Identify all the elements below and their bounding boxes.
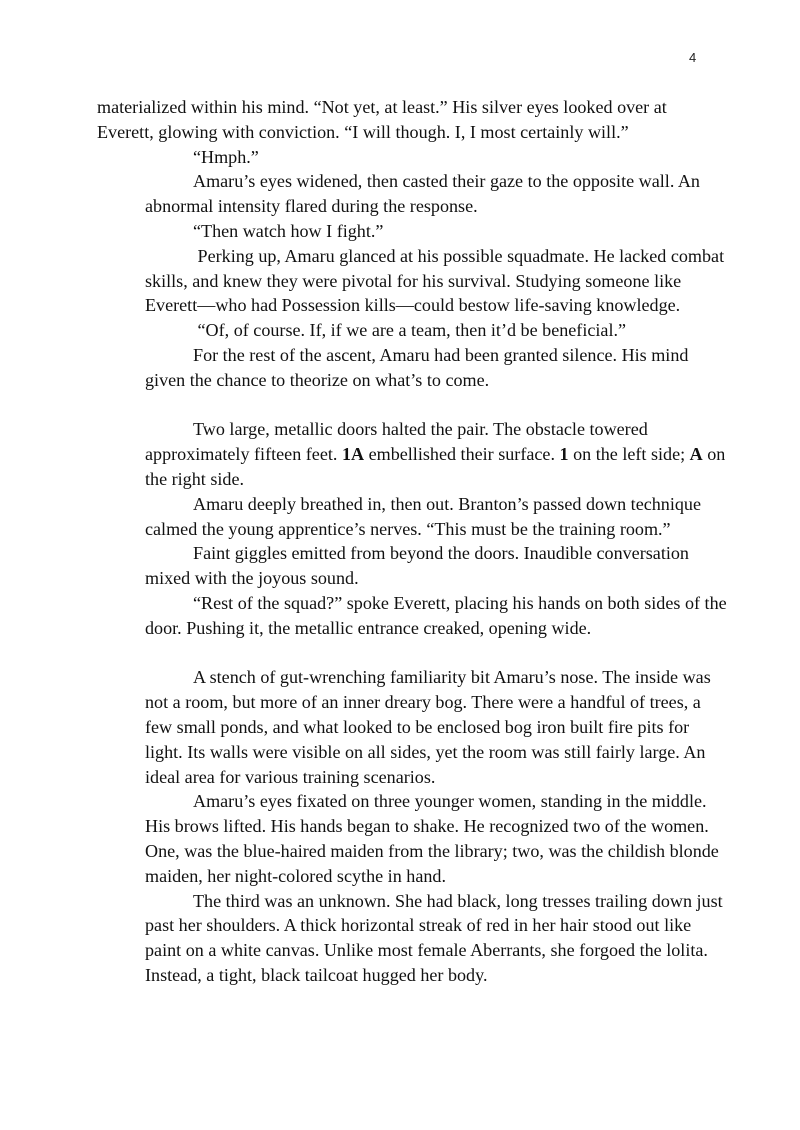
section-break [97,641,707,666]
text-line: calmed the young apprentice’s nerves. “This must be the training room.” [145,518,671,539]
text-line: approximately fifteen feet. 1A embellished their surface. 1 on the left side; A on [145,444,726,465]
paragraph [97,541,707,591]
text-line: Everett—who had Possession kills—could bestow life-saving knowledge. [145,295,681,316]
paragraph [97,219,707,244]
text-line: door. Pushing it, the metallic entrance creaked, opening wide. [145,617,592,638]
text-line: His brows lifted. His hands began to shake. He recognized two of the women. [145,816,709,837]
text-line: mixed with the joyous sound. [145,568,359,589]
text-line: the right side. [145,468,244,489]
text-line: skills, and knew they were pivotal for his survival. Studying someone like [145,270,682,291]
section-break [97,393,707,418]
paragraph [97,492,707,542]
text-line: given the chance to theorize on what’s to come. [145,369,490,390]
paragraph [97,145,707,170]
text-line: Amaru’s eyes fixated on three younger women, standing in the middle. [193,791,707,812]
text-line: Instead, a tight, black tailcoat hugged her body. [145,964,488,985]
text-line: “Of, of course. If, if we are a team, then it’d be beneficial.” [193,320,627,341]
text-line: One, was the blue-haired maiden from the library; two, was the childish blonde [145,840,719,861]
text-line: “Then watch how I fight.” [193,220,384,241]
text-line: Faint giggles emitted from beyond the doors. Inaudible conversation [193,543,689,564]
bold-label-A: A [689,444,703,465]
text-line: Amaru deeply breathed in, then out. Branton’s passed down technique [193,493,702,514]
body-text [97,95,727,988]
paragraph [97,591,727,641]
paragraph [97,343,707,393]
text-line: Two large, metallic doors halted the pair. The obstacle towered [193,419,648,440]
text-line: A stench of gut-wrenching familiarity bit Amaru’s nose. The inside was [193,667,711,688]
page-number: 4 [689,50,697,65]
text-line: materialized within his mind. “Not yet, at least.” His silver eyes looked over at [97,97,667,117]
text-line: abnormal intensity flared during the response. [145,196,478,217]
text-line: Everett, glowing with conviction. “I will though. I, I most certainly will.” [97,121,629,142]
paragraph [97,244,725,318]
bold-label-1A: 1A [341,444,365,465]
text-line: past her shoulders. A thick horizontal streak of red in her hair stood out like [145,915,692,936]
text-line: “Rest of the squad?” spoke Everett, placing his hands on both sides of the [193,592,727,613]
bold-label-1: 1 [559,444,569,465]
paragraph [97,417,726,491]
text-line: “Hmph.” [193,146,259,167]
text-line: paint on a white canvas. Unlike most female Aberrants, she forgoed the lolita. [145,940,708,961]
text-line: The third was an unknown. She had black, long tresses trailing down just [193,890,723,911]
text-line: maiden, her night-colored scythe in hand. [145,865,446,886]
paragraph [97,789,719,888]
text-line: few small ponds, and what looked to be enclosed bog iron built fire pits for [145,716,690,737]
text-line: not a room, but more of an inner dreary bog. There were a handful of trees, a [145,692,701,713]
text-line: Amaru’s eyes widened, then casted their gaze to the opposite wall. An [193,171,700,192]
paragraph [97,95,707,145]
paragraph [97,889,723,988]
paragraph [97,665,711,789]
text-line: ideal area for various training scenarios. [145,766,436,787]
paragraph [97,318,707,343]
text-line: Perking up, Amaru glanced at his possible squadmate. He lacked combat [193,245,725,266]
text-line: For the rest of the ascent, Amaru had been granted silence. His mind [193,344,689,365]
paragraph [97,169,707,219]
text-line: light. Its walls were visible on all sides, yet the room was still fairly large. An [145,741,706,762]
